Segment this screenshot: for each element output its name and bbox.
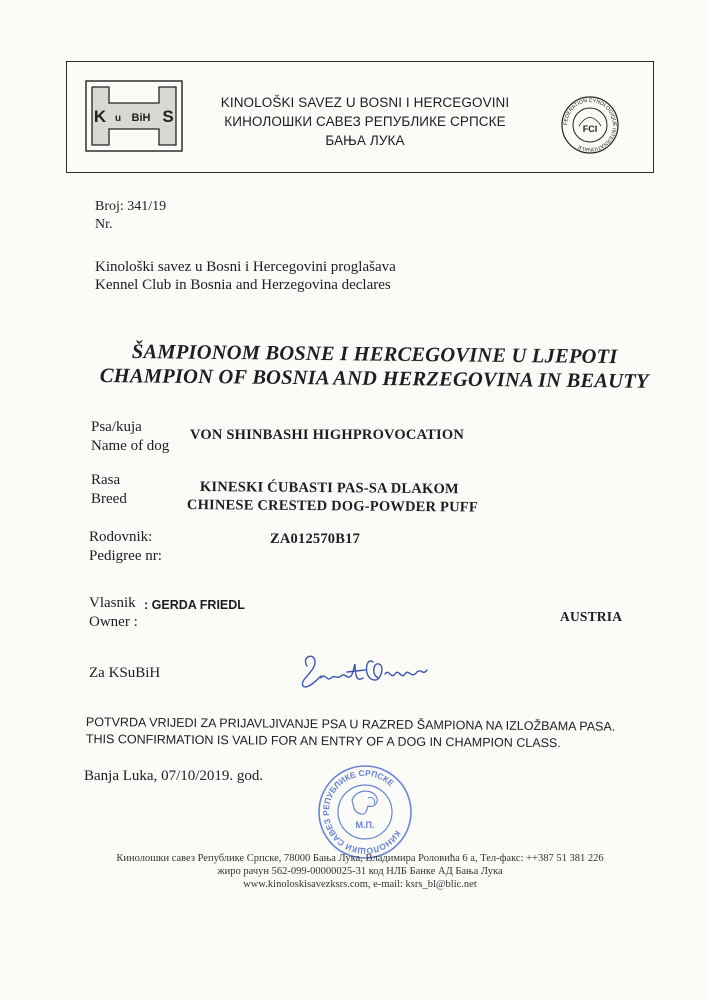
footer-bank-account: жиро рачун 562-099-00000025-31 код НЛБ Банке АД Бања Лука <box>217 866 503 877</box>
footer-web-email: www.kinoloskisavezksrs.com, e-mail: ksrs_bl@blic.net <box>243 879 477 890</box>
svg-text:FEDERATION CYNOLOGIQUE INTERNA: FEDERATION CYNOLOGIQUE INTERNATIONALE <box>562 97 618 153</box>
broj-label: Broj: <box>95 199 124 214</box>
svg-text:u: u <box>114 113 122 124</box>
owner-label: Vlasnik Owner : <box>89 595 138 630</box>
svg-text:BiH: BiH <box>131 112 151 124</box>
owner-country: AUSTRIA <box>560 609 623 624</box>
date-suffix: god. <box>236 768 264 784</box>
broj-value: 341/19 <box>127 199 167 214</box>
title-english: CHAMPION OF BOSNIA AND HERZEGOVINA IN BEAUTY <box>99 364 649 393</box>
svg-text:М.П.: М.П. <box>355 820 375 830</box>
reference-number <box>95 198 166 216</box>
date-line <box>84 767 263 786</box>
svg-text:КИНОЛОШКИ САВЕЗ РЕПУБЛИКЕ СРПС: КИНОЛОШКИ САВЕЗ РЕПУБЛИКЕ СРПСКЕ <box>320 767 403 857</box>
owner-value: : GERDA FRIEDL <box>144 598 245 612</box>
signature-image <box>293 646 433 692</box>
date-value: 07/10/2019. <box>161 768 234 784</box>
org-city: БАЊА ЛУКА <box>325 133 405 148</box>
pedigree-label: Rodovnik: Pedigree nr: <box>89 529 162 564</box>
ksbih-logo <box>84 79 184 153</box>
signature-label: Za KSuBiH <box>89 665 161 681</box>
confirmation-english: THIS CONFIRMATION IS VALID FOR AN ENTRY OF A DOG IN CHAMPION CLASS. <box>85 731 561 751</box>
org-name-cyrillic: КИНОЛОШКИ САВЕЗ РЕПУБЛИКЕ СРПСКЕ <box>224 114 506 129</box>
org-name-latin: KINOLOŠKI SAVEZ U BOSNI I HERCEGOVINI <box>220 95 510 110</box>
breed-label: Rasa Breed <box>91 472 127 507</box>
date-place: Banja Luka, <box>84 768 158 784</box>
footer-address: Кинолошки савез Републике Српске, 78000 Бања Лука, Владимира Роловића 6 а, Тел-факс: ++387 51 381 226 <box>116 853 604 864</box>
dog-name-label: Psa/kuja Name of dog <box>91 419 170 454</box>
confirmation-local: POTVRDA VRIJEDI ZA PRIJAVLJIVANJE PSA U RAZRED ŠAMPIONA NA IZLOŽBAMA PASA. <box>85 714 616 734</box>
nr-label: Nr. <box>95 217 113 232</box>
breed-value-local: KINESKI ĆUBASTI PAS-SA DLAKOM <box>199 479 459 498</box>
official-stamp <box>310 760 420 860</box>
organization-name <box>205 93 525 150</box>
intro-line-local: Kinološki savez u Bosni i Hercegovini proglašava <box>95 259 396 275</box>
pedigree-value: ZA012570B17 <box>270 531 361 547</box>
fci-logo <box>560 95 620 155</box>
dog-name-value: VON SHINBASHI HIGHPROVOCATION <box>190 427 465 443</box>
title-local: ŠAMPIONOM BOSNE I HERCEGOVINE U LJEPOTI <box>131 340 618 369</box>
svg-text:FCI: FCI <box>582 124 598 134</box>
intro-line-english: Kennel Club in Bosnia and Herzegovina declares <box>95 277 391 293</box>
svg-text:S: S <box>162 107 174 126</box>
breed-value-english: CHINESE CRESTED DOG-POWDER PUFF <box>186 497 478 516</box>
svg-text:K: K <box>93 107 107 126</box>
